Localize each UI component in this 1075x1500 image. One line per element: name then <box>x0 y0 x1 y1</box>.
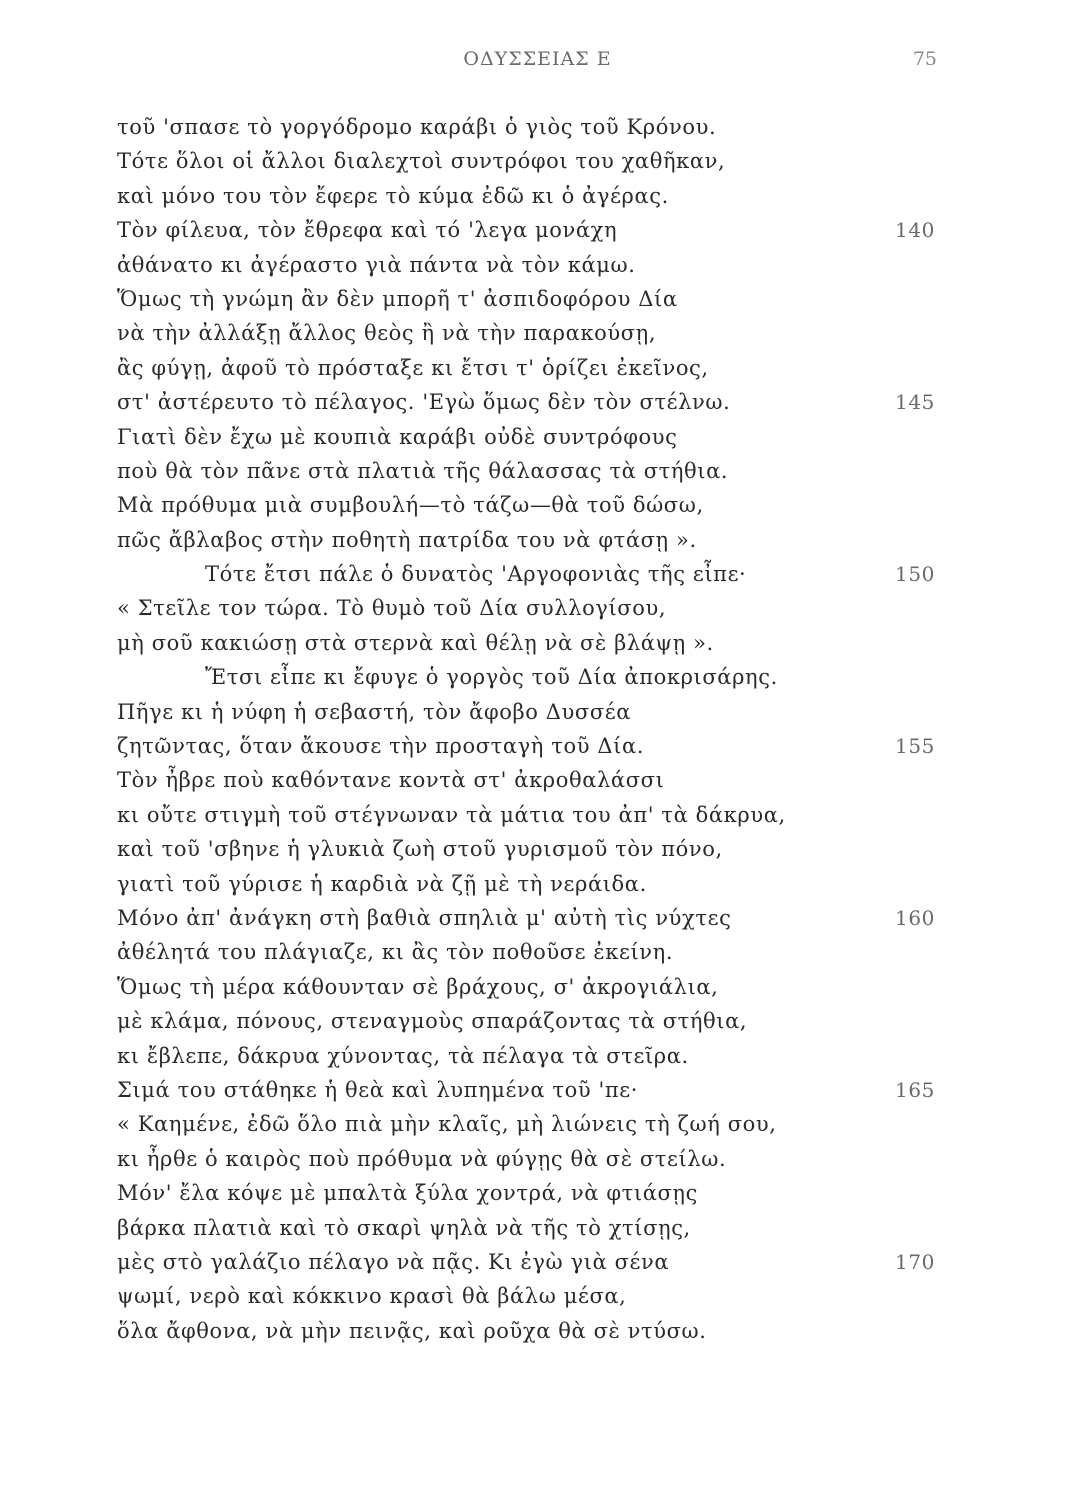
verse-line-text: ποὺ θὰ τὸν πᾶνε στὰ πλατιὰ τῆς θάλασσας τὰ στήθια. <box>117 458 729 483</box>
verse-line <box>0 1039 1075 1073</box>
verse-line-text: βάρκα πλατιὰ καὶ τὸ σκαρὶ ψηλὰ νὰ τῆς τὸ χτίσῃς, <box>117 1215 691 1240</box>
line-number: 150 <box>895 562 935 587</box>
verse-line <box>0 1107 1075 1141</box>
verse-line <box>0 523 1075 557</box>
verse-line-text: μὴ σοῦ κακιώσῃ στὰ στερνὰ καὶ θέλῃ νὰ σὲ βλάψῃ ». <box>117 630 714 655</box>
verse-line <box>0 110 1075 144</box>
verse-line-text: ἀθέλητά του πλάγιαζε, κι ἂς τὸν ποθοῦσε ἐκείνη. <box>117 940 674 965</box>
verse-line <box>0 213 1075 247</box>
verse-line-text: ζητῶντας, ὅταν ἄκουσε τὴν προσταγὴ τοῦ Δία. <box>117 734 645 759</box>
line-number: 165 <box>895 1077 935 1102</box>
verse-line <box>0 488 1075 522</box>
verse-line <box>0 798 1075 832</box>
verse-line-text: κι ἦρθε ὁ καιρὸς ποὺ πρόθυμα νὰ φύγῃς θὰ σὲ στείλω. <box>117 1146 727 1171</box>
verse-line-text: Ἔτσι εἶπε κι ἔφυγε ὁ γοργὸς τοῦ Δία ἀποκρισάρης. <box>205 665 778 690</box>
verse-line-text: Τὸν φίλευα, τὸν ἔθρεφα καὶ τό 'λεγα μονάχη <box>117 218 618 243</box>
verse-line <box>0 695 1075 729</box>
verse-line <box>0 832 1075 866</box>
verse-line-text: Τότε ὅλοι οἱ ἄλλοι διαλεχτοὶ συντρόφοι του χαθῆκαν, <box>117 149 726 174</box>
verse-line <box>0 179 1075 213</box>
verse-line-text: ἂς φύγῃ, ἀφοῦ τὸ πρόσταξε κι ἔτσι τ' ὁρίζει ἐκεῖνος, <box>117 355 709 380</box>
line-number: 155 <box>895 734 935 759</box>
running-header <box>0 48 1075 78</box>
verse-line-text: « Καημένε, ἐδῶ ὅλο πιὰ μὴν κλαῖς, μὴ λιώνεις τὴ ζωή σου, <box>117 1112 777 1137</box>
line-number: 160 <box>895 905 935 930</box>
verse-line-text: μὲ κλάμα, πόνους, στεναγμοὺς σπαράζοντας τὰ στήθια, <box>117 1009 748 1034</box>
verse-line-text: γιατὶ τοῦ γύρισε ἡ καρδιὰ νὰ ζῇ μὲ τὴ νεράιδα. <box>117 871 647 896</box>
verse-line <box>0 420 1075 454</box>
verse-line-text: ψωμί, νερὸ καὶ κόκκινο κρασὶ θὰ βάλω μέσα, <box>117 1284 627 1309</box>
line-number: 145 <box>895 390 935 415</box>
verse-line-text: νὰ τὴν ἀλλάξῃ ἄλλος θεὸς ἢ νὰ τὴν παρακούσῃ, <box>117 321 657 346</box>
verse-line <box>0 1245 1075 1279</box>
verse-text <box>0 110 1075 1348</box>
verse-line <box>0 1176 1075 1210</box>
verse-line-text: Ὅμως τὴ γνώμη ἂν δὲν μπορῆ τ' ἀσπιδοφόρου Δία <box>117 286 678 311</box>
verse-line <box>0 1073 1075 1107</box>
verse-line-text: ἀθάνατο κι ἀγέραστο γιὰ πάντα νὰ τὸν κάμω. <box>117 252 636 277</box>
verse-line-text: Μόν' ἔλα κόψε μὲ μπαλτὰ ξύλα χοντρά, νὰ φτιάσῃς <box>117 1181 698 1206</box>
verse-line-text: Μόνο ἀπ' ἀνάγκη στὴ βαθιὰ σπηλιὰ μ' αὐτὴ τὶς νύχτες <box>117 905 732 930</box>
verse-line-text: κι οὔτε στιγμὴ τοῦ στέγνωναν τὰ μάτια του ἀπ' τὰ δάκρυα, <box>117 802 786 827</box>
verse-line-text: Ὅμως τὴ μέρα κάθουνταν σὲ βράχους, σ' ἀκρογιάλια, <box>117 974 719 999</box>
verse-line <box>0 867 1075 901</box>
verse-line-text: μὲς στὸ γαλάζιο πέλαγο νὰ πᾷς. Κι ἐγὼ γιὰ σένα <box>117 1249 670 1274</box>
verse-line <box>0 454 1075 488</box>
running-title: ΟΔΥΣΣΕΙΑΣ Ε <box>463 48 612 70</box>
verse-line-text: πῶς ἄβλαβος στὴν ποθητὴ πατρίδα του νὰ φτάσῃ ». <box>117 527 697 552</box>
verse-line <box>0 1314 1075 1348</box>
verse-line-text: Τότε ἔτσι πάλε ὁ δυνατὸς 'Αργοφονιὰς τῆς εἶπε· <box>205 562 747 587</box>
verse-line <box>0 351 1075 385</box>
verse-line <box>0 660 1075 694</box>
verse-line-text: Τὸν ἦβρε ποὺ καθόντανε κοντὰ στ' ἀκροθαλάσσι <box>117 768 665 793</box>
verse-line <box>0 248 1075 282</box>
verse-line-text: καὶ μόνο του τὸν ἔφερε τὸ κύμα ἐδῶ κι ὁ ἀγέρας. <box>117 183 669 208</box>
page-number: 75 <box>912 48 937 70</box>
verse-line-text: Σιμά του στάθηκε ἡ θεὰ καὶ λυπημένα τοῦ 'πε· <box>117 1077 639 1102</box>
verse-line <box>0 591 1075 625</box>
verse-line <box>0 1142 1075 1176</box>
verse-line <box>0 385 1075 419</box>
verse-line <box>0 626 1075 660</box>
verse-line-text: ὅλα ἄφθονα, νὰ μὴν πεινᾷς, καὶ ροῦχα θὰ σὲ ντύσω. <box>117 1318 707 1343</box>
verse-line <box>0 1279 1075 1313</box>
verse-line-text: « Στεῖλε τον τώρα. Τὸ θυμὸ τοῦ Δία συλλογίσου, <box>117 596 667 621</box>
line-number: 170 <box>895 1249 935 1274</box>
verse-line <box>0 557 1075 591</box>
verse-line-text: στ' ἀστέρευτο τὸ πέλαγος. 'Εγὼ ὅμως δὲν τὸν στέλνω. <box>117 390 731 415</box>
verse-line <box>0 282 1075 316</box>
verse-line <box>0 1211 1075 1245</box>
verse-line <box>0 729 1075 763</box>
verse-line <box>0 935 1075 969</box>
verse-line-text: Γιατὶ δὲν ἔχω μὲ κουπιὰ καράβι οὐδὲ συντρόφους <box>117 424 678 449</box>
verse-line-text: καὶ τοῦ 'σβηνε ἡ γλυκιὰ ζωὴ στοῦ γυρισμοῦ τὸν πόνο, <box>117 837 723 862</box>
verse-line-text: Μὰ πρόθυμα μιὰ συμβουλή—τὸ τάζω—θὰ τοῦ δώσω, <box>117 493 704 518</box>
verse-line-text: τοῦ 'σπασε τὸ γοργόδρομο καράβι ὁ γιὸς τοῦ Κρόνου. <box>117 115 717 139</box>
verse-line-text: Πῆγε κι ἡ νύφη ἡ σεβαστή, τὸν ἄφοβο Δυσσέα <box>117 699 632 724</box>
line-number: 140 <box>895 218 935 243</box>
verse-line <box>0 316 1075 350</box>
verse-line <box>0 1004 1075 1038</box>
verse-line <box>0 144 1075 178</box>
verse-line-text: κι ἔβλεπε, δάκρυα χύνοντας, τὰ πέλαγα τὰ στεῖρα. <box>117 1043 689 1068</box>
verse-line <box>0 763 1075 797</box>
verse-line <box>0 901 1075 935</box>
verse-line <box>0 970 1075 1004</box>
